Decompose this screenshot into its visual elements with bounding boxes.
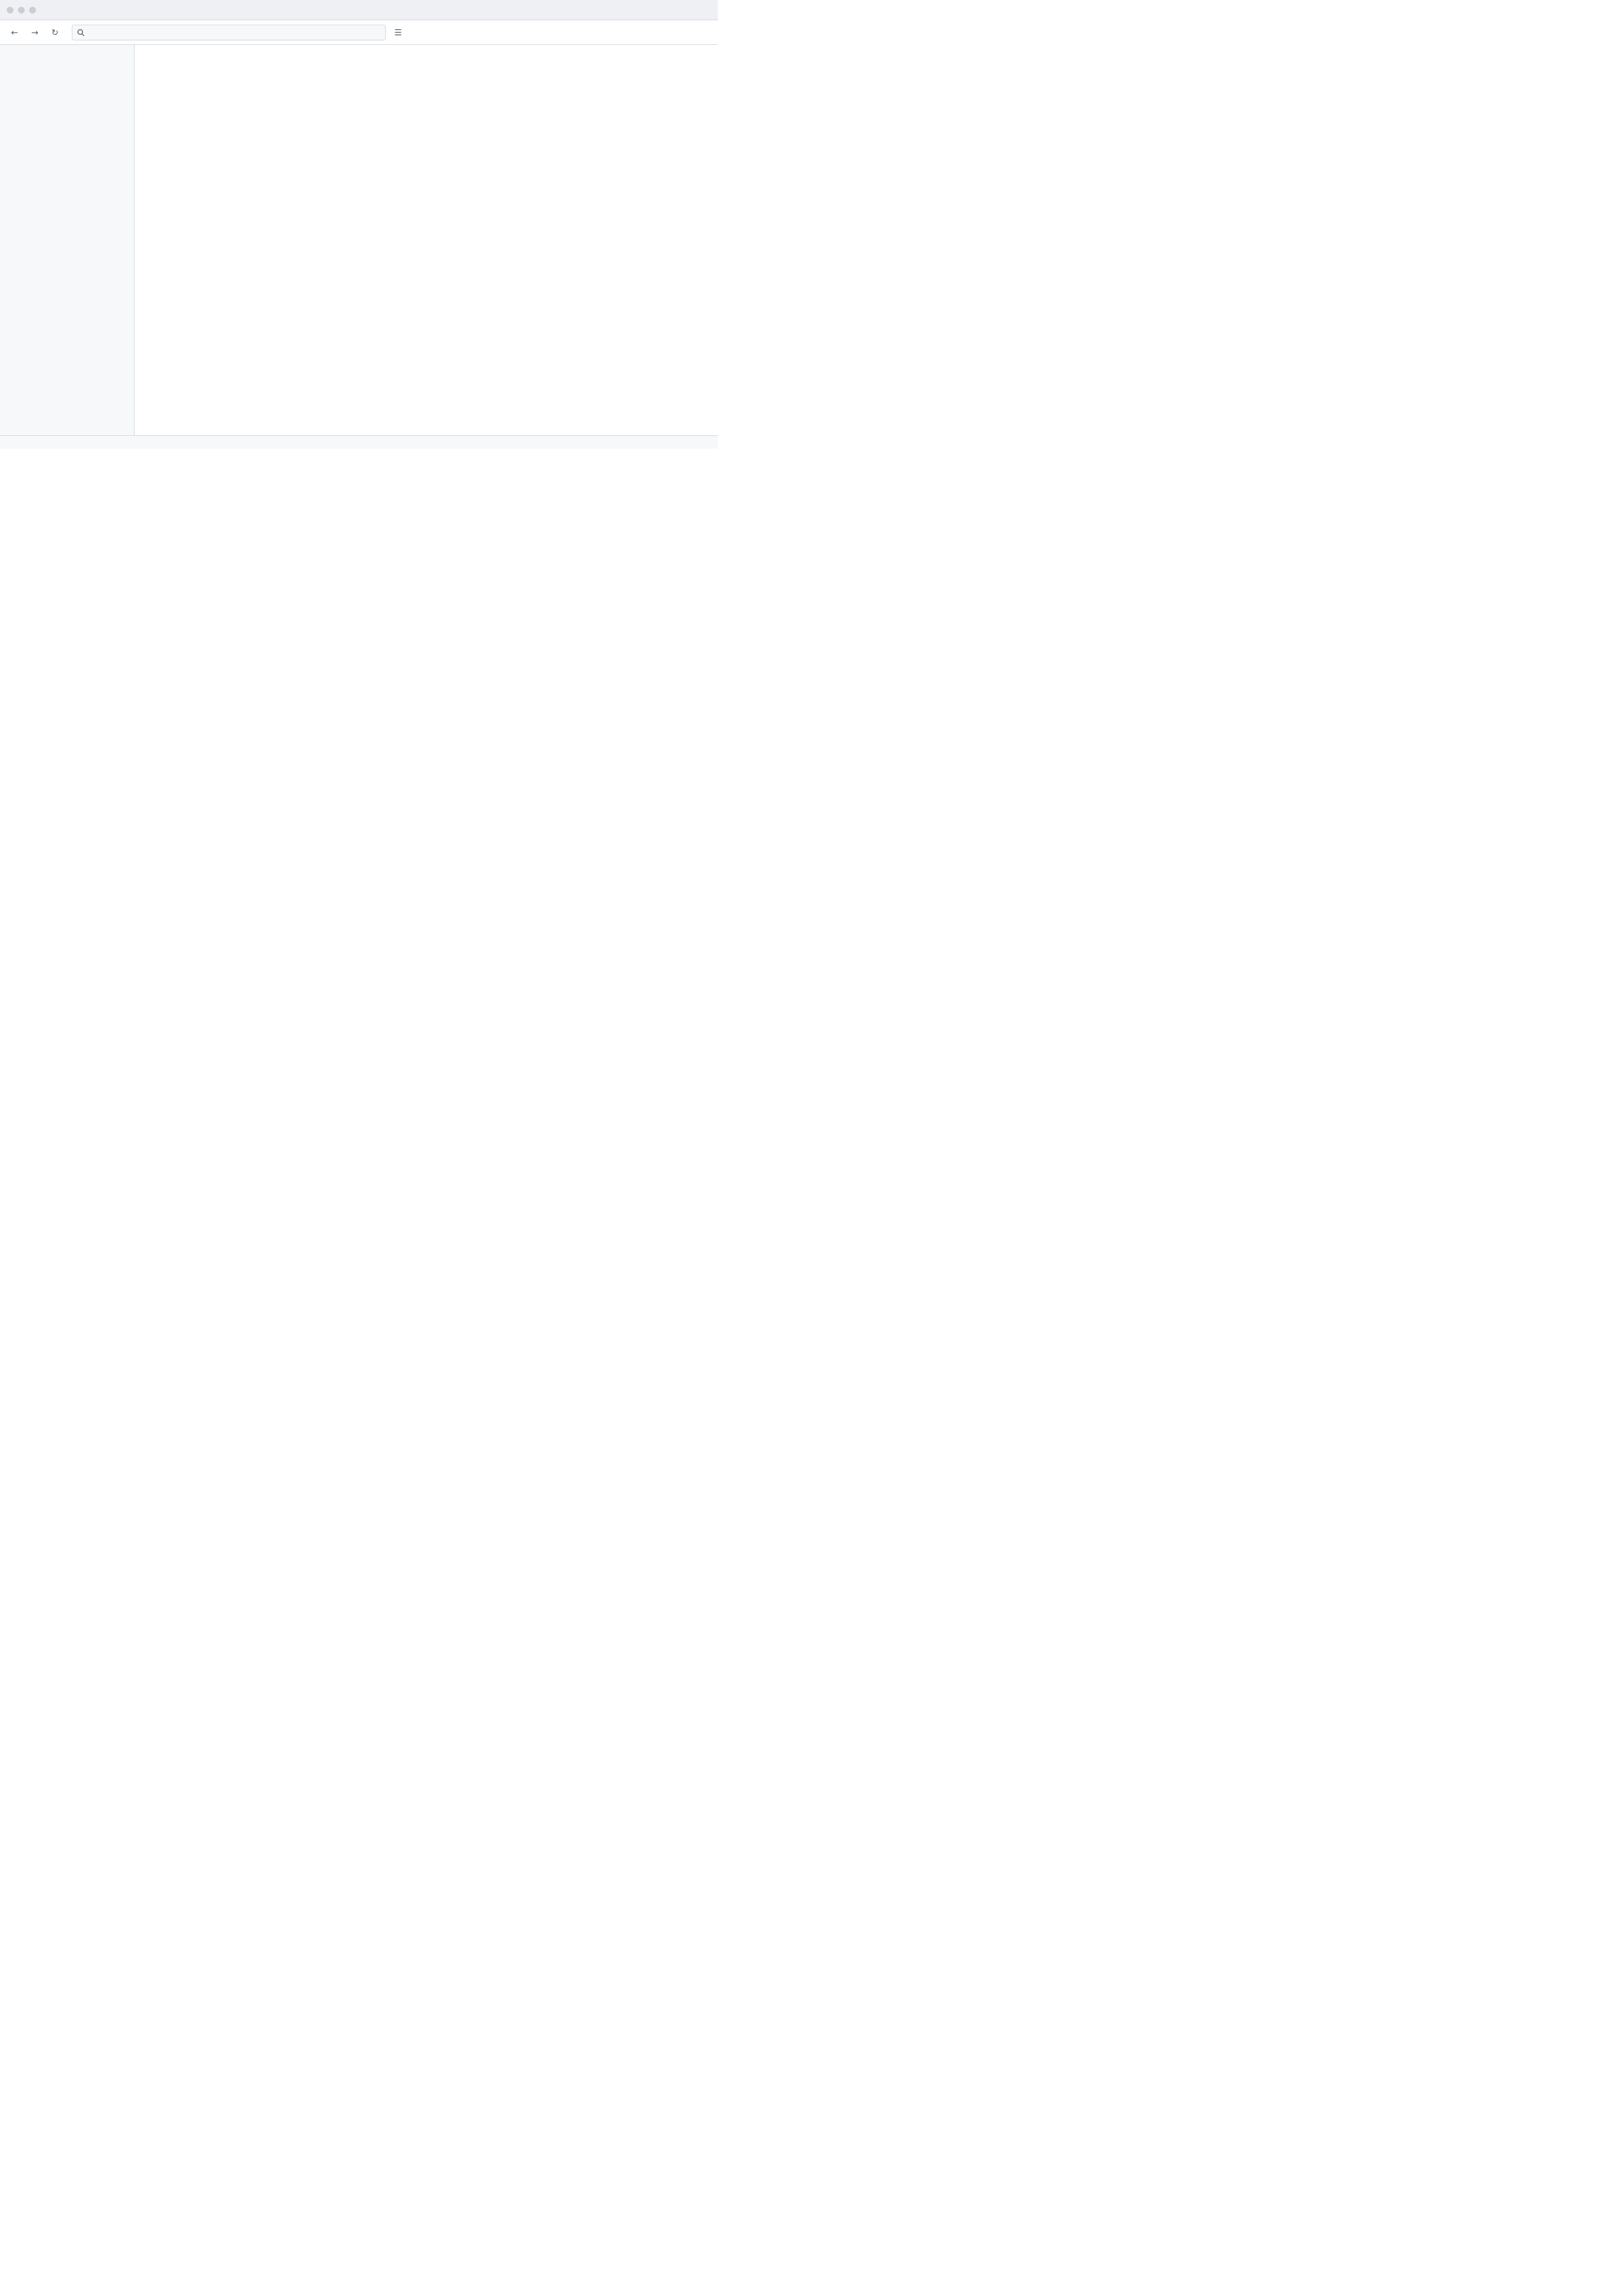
- menu-button[interactable]: [390, 25, 406, 40]
- refresh-icon: ↻: [51, 27, 59, 38]
- arrow-right-icon: →: [31, 27, 39, 38]
- arrow-left-icon: ←: [11, 27, 19, 38]
- status-bar: [0, 435, 718, 449]
- window-controls: [7, 7, 36, 13]
- app-window: [0, 0, 718, 449]
- close-window-icon[interactable]: [7, 7, 13, 13]
- sidebar: [0, 45, 135, 435]
- menu-icon: ☰: [394, 27, 402, 38]
- refresh-button[interactable]: [47, 25, 63, 40]
- toolbar: [0, 20, 718, 45]
- search-box[interactable]: [72, 25, 386, 40]
- page-title: [153, 58, 700, 72]
- minimize-window-icon[interactable]: [18, 7, 25, 13]
- title-bar: [0, 0, 718, 20]
- search-icon: [77, 29, 85, 36]
- search-input[interactable]: [88, 28, 381, 36]
- main-panel: [135, 45, 718, 435]
- back-button[interactable]: [7, 25, 22, 40]
- content-area: [0, 45, 718, 435]
- forward-button[interactable]: [27, 25, 43, 40]
- maximize-window-icon[interactable]: [29, 7, 36, 13]
